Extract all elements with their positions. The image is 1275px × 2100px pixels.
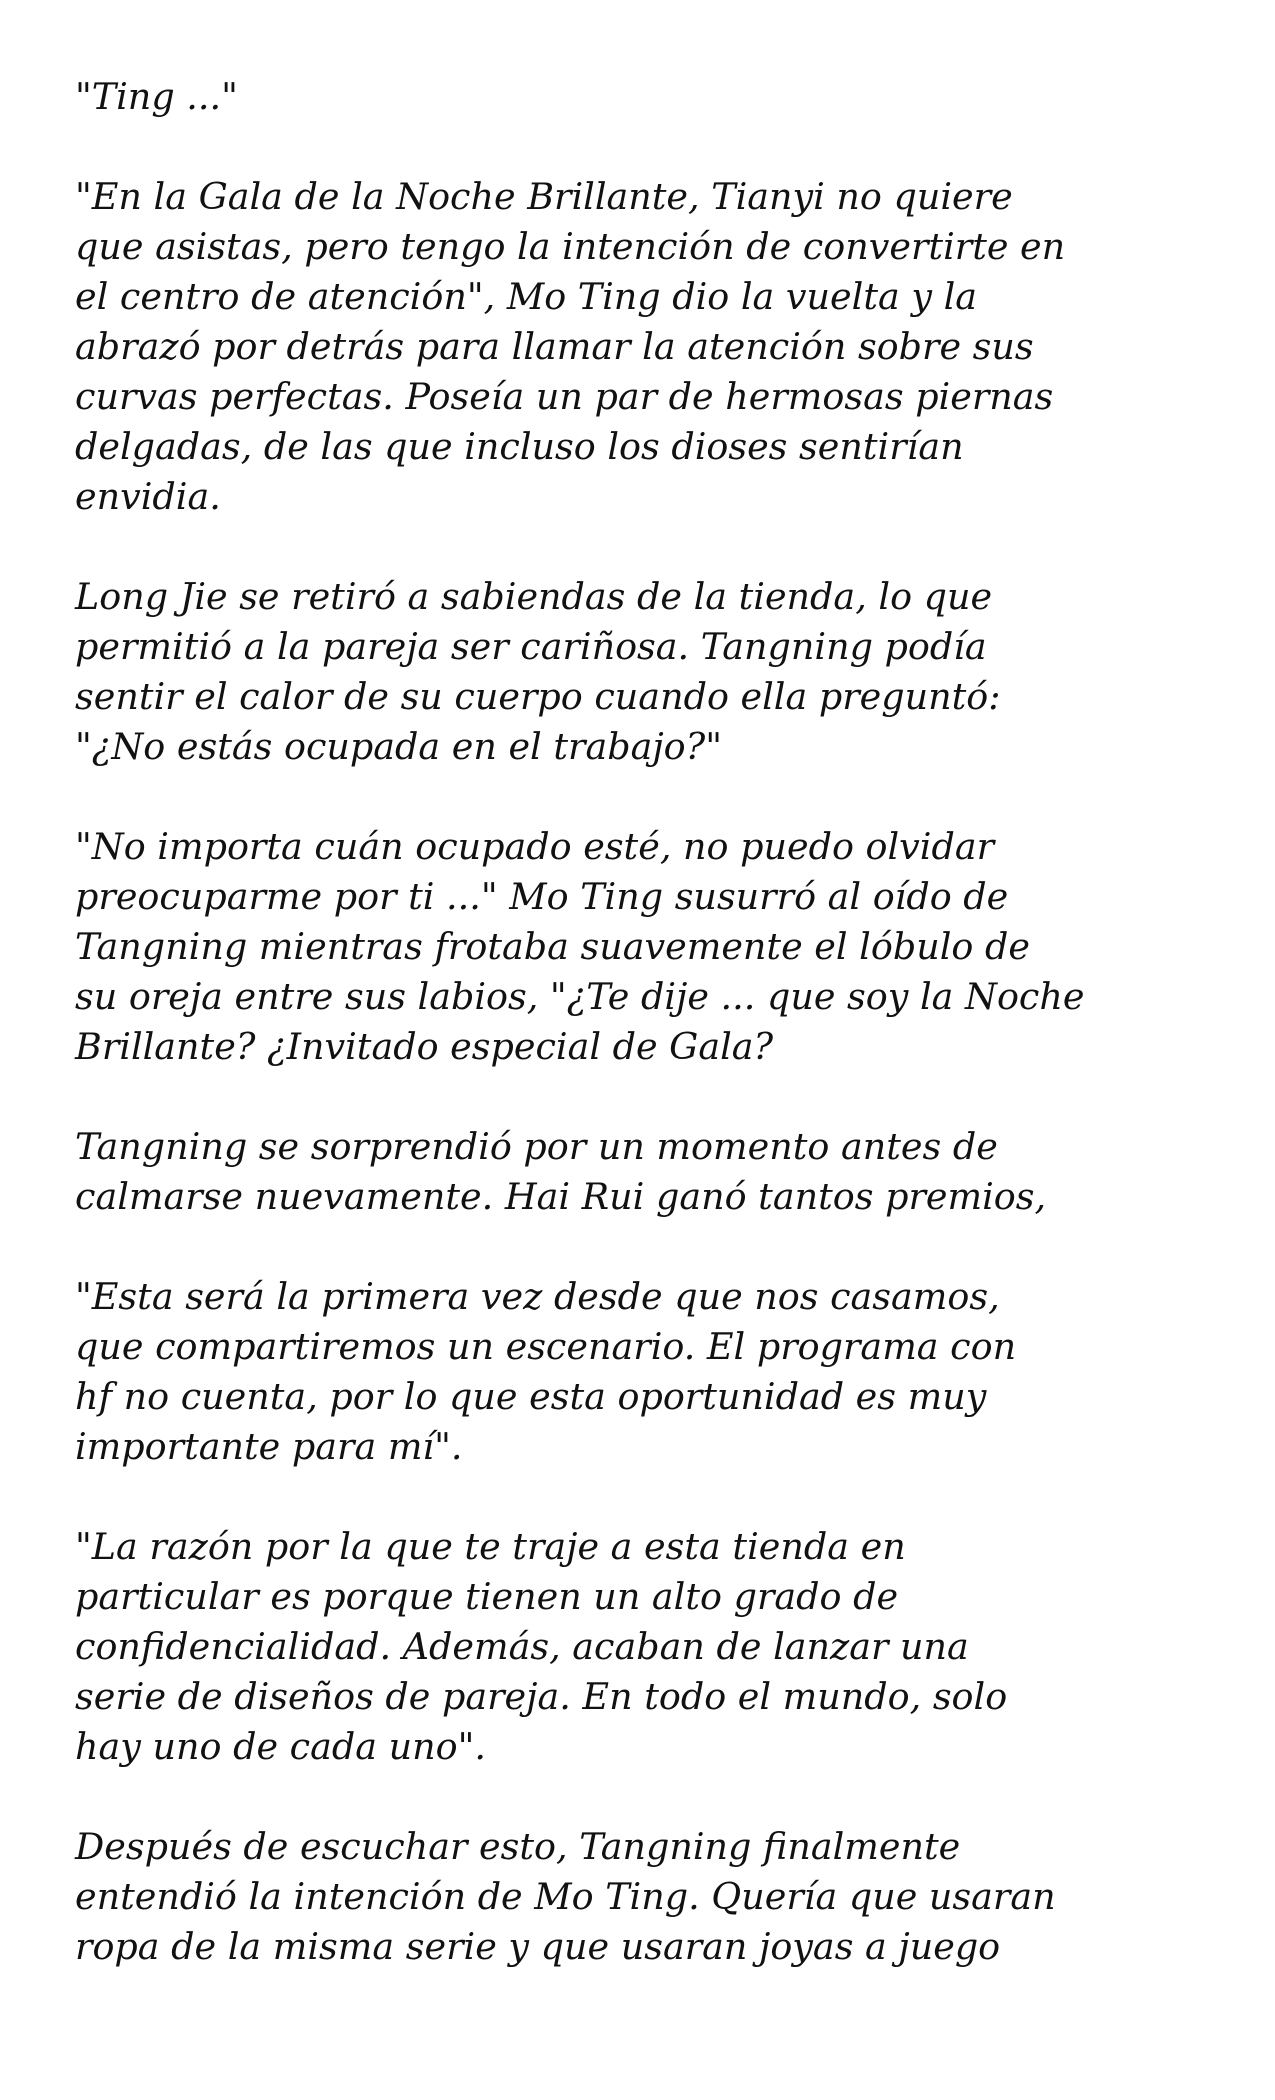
text-line: "¿No estás ocupada en el trabajo?": [75, 725, 722, 768]
text-line: importante para mí".: [75, 1425, 463, 1468]
paragraph-8: [75, 1822, 1215, 1972]
paragraph-3: [75, 572, 1215, 772]
text-line: "La razón por la que te traje a esta tienda en: [75, 1525, 906, 1568]
text-line: abrazó por detrás para llamar la atención sobre sus: [75, 325, 1034, 368]
text-line: envidia.: [75, 475, 221, 518]
text-line: Tangning mientras frotaba suavemente el lóbulo de: [75, 925, 1030, 968]
text-line: Long Jie se retiró a sabiendas de la tienda, lo que: [75, 575, 993, 618]
text-line: "Esta será la primera vez desde que nos casamos,: [75, 1275, 1000, 1318]
text-line: Tangning se sorprendió por un momento antes de: [75, 1125, 998, 1168]
text-line: ropa de la misma serie y que usaran joyas a juego: [75, 1925, 1001, 1968]
text-line: Brillante? ¿Invitado especial de Gala?: [75, 1025, 774, 1068]
text-line: que compartiremos un escenario. El programa con: [75, 1325, 1017, 1368]
paragraph-2: [75, 172, 1215, 522]
text-line: confidencialidad. Además, acaban de lanzar una: [75, 1625, 969, 1668]
text-line: calmarse nuevamente. Hai Rui ganó tantos premios,: [75, 1175, 1047, 1218]
paragraph-1: [75, 72, 1215, 122]
text-line: hay uno de cada uno".: [75, 1725, 486, 1768]
paragraph-5: [75, 1122, 1215, 1222]
text-line: curvas perfectas. Poseía un par de hermosas piernas: [75, 375, 1054, 418]
text-line: "No importa cuán ocupado esté, no puedo olvidar: [75, 825, 995, 868]
text-line: particular es porque tienen un alto grado de: [75, 1575, 899, 1618]
text-line: permitió a la pareja ser cariñosa. Tangning podía: [75, 625, 987, 668]
text-line: preocuparme por ti ..." Mo Ting susurró al oído de: [75, 875, 1009, 918]
text-line: "Ting ...": [75, 75, 238, 118]
text-line: sentir el calor de su cuerpo cuando ella preguntó:: [75, 675, 1001, 718]
paragraph-4: [75, 822, 1215, 1072]
text-line: serie de diseños de pareja. En todo el mundo, solo: [75, 1675, 1008, 1718]
document-page: [75, 72, 1215, 2022]
text-line: "En la Gala de la Noche Brillante, Tianyi no quiere: [75, 175, 1013, 218]
text-line: su oreja entre sus labios, "¿Te dije ... que soy la Noche: [75, 975, 1085, 1018]
paragraph-6: [75, 1272, 1215, 1472]
text-line: entendió la intención de Mo Ting. Quería que usaran: [75, 1875, 1056, 1918]
text-line: Después de escuchar esto, Tangning finalmente: [75, 1825, 961, 1868]
text-line: hf no cuenta, por lo que esta oportunidad es muy: [75, 1375, 987, 1418]
text-line: el centro de atención", Mo Ting dio la vuelta y la: [75, 275, 978, 318]
text-line: que asistas, pero tengo la intención de convertirte en: [75, 225, 1066, 268]
paragraph-7: [75, 1522, 1215, 1772]
text-line: delgadas, de las que incluso los dioses sentirían: [75, 425, 964, 468]
